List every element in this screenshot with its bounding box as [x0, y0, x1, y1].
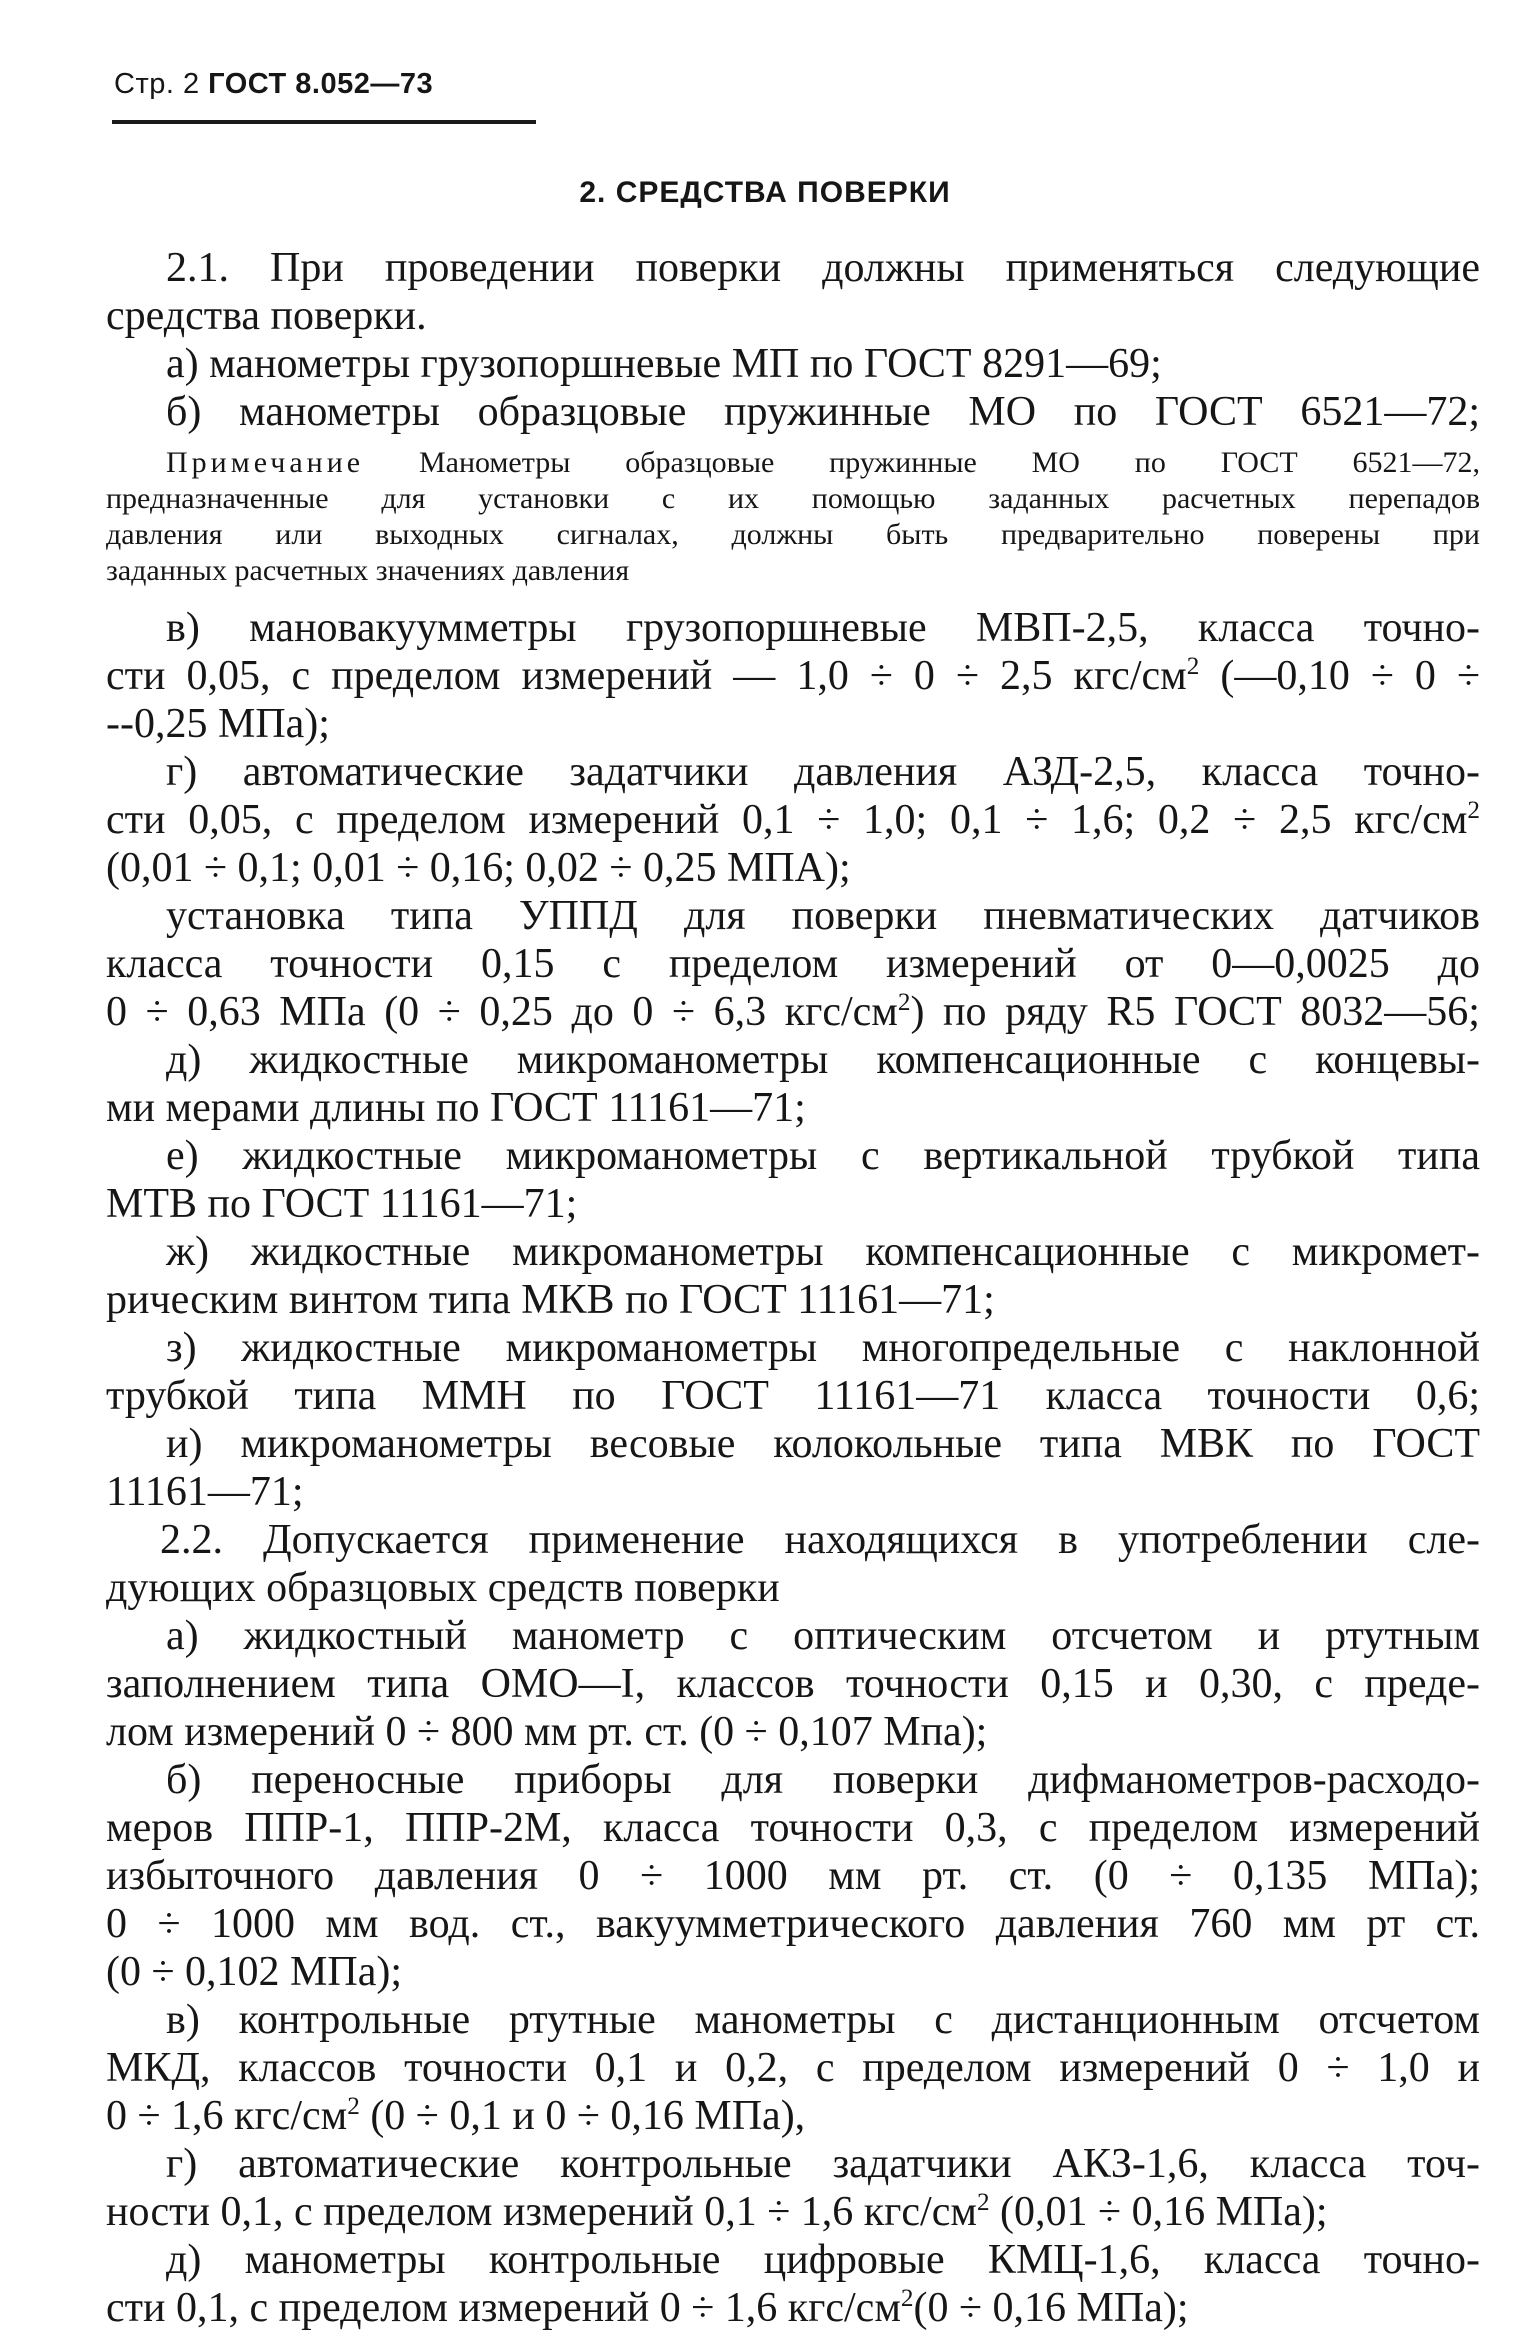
standard-number: ГОСТ 8.052—73 [208, 68, 434, 100]
paragraph-line: лом измерений 0 ÷ 800 мм рт. ст. (0 ÷ 0,107 Мпа); [106, 1709, 988, 1755]
page-number: Стр. 2 [114, 68, 200, 100]
list-item: з) жидкостные микроманометры многопредельные с наклонной [166, 1325, 1480, 1371]
list-item: б) переносные приборы для поверки дифманометров-расходо- [166, 1757, 1480, 1803]
superscript: 2 [1467, 797, 1480, 824]
paragraph-line: 11161—71; [106, 1469, 304, 1515]
note-label: Примечание [166, 446, 365, 479]
paragraph-line: рическим винтом типа МКВ по ГОСТ 11161—71; [106, 1277, 995, 1323]
paragraph-line: трубкой типа ММН по ГОСТ 11161—71 класса точности 0,6; [106, 1373, 1480, 1419]
list-item: а) жидкостный манометр с оптическим отсчетом и ртутным [166, 1613, 1480, 1659]
superscript: 2 [347, 2093, 360, 2120]
superscript: 2 [900, 2285, 914, 2312]
paragraph-line: сти 0,05, с пределом измерений — 1,0 ÷ 0 ÷ 2,5 кгс/$см^2$ (—0,10 ÷ 0 ÷ [106, 653, 1481, 699]
paragraph-line: 0 ÷ 1000 мм вод. ст., вакуумметрического давления 760 мм рт ст. [106, 1901, 1480, 1947]
paragraph-line: сти 0,1, с пределом измерений 0 ÷ 1,6 кгс/$см^2(0 \div 0,16$ МПа); [106, 2285, 1189, 2331]
list-item: д) манометры контрольные цифровые КМЦ-1,6, класса точно- [166, 2237, 1480, 2283]
paragraph-line: 0 ÷ 0,63 МПа (0 ÷ 0,25 до 0 ÷ 6,3 кгс/$см^2$) по ряду R5 ГОСТ 8032—56; [106, 989, 1480, 1035]
list-item: в) мановакуумметры грузопоршневые МВП-2,5, класса точно- [166, 605, 1480, 651]
list-item: и) микроманометры весовые колокольные типа МВК по ГОСТ [166, 1421, 1480, 1467]
paragraph-line: 2.2. Допускается применение находящихся в употреблении сле- [160, 1517, 1480, 1563]
paragraph-line: МТВ по ГОСТ 11161—71; [106, 1181, 578, 1227]
list-item: г) автоматические задатчики давления АЗД-2,5, класса точно- [166, 749, 1480, 795]
paragraph-line: средства поверки. [106, 293, 427, 339]
section-title: 2. СРЕДСТВА ПОВЕРКИ [579, 176, 951, 209]
paragraph-line: меров ППР-1, ППР-2М, класса точности 0,3, с пределом измерений [106, 1805, 1480, 1851]
paragraph-line: ми мерами длины по ГОСТ 11161—71; [106, 1085, 806, 1131]
list-item: г) автоматические контрольные задатчики АКЗ-1,6, класса точ- [166, 2141, 1480, 2187]
superscript: 2 [1186, 653, 1200, 680]
paragraph-line: (0 ÷ 0,102 МПа); [106, 1949, 403, 1995]
paragraph-line: ности 0,1, с пределом измерений 0,1 ÷ 1,6 кгс/$см^2$ (0,01 ÷ 0,16 МПа); [106, 2189, 1328, 2235]
page-header [114, 68, 433, 101]
paragraph-line: МКД, классов точности 0,1 и 0,2, с пределом измерений 0 ÷ 1,0 и [106, 2045, 1480, 2091]
header-rule [112, 120, 536, 124]
note-line: заданных расчетных значениях давления [106, 554, 630, 587]
paragraph-line: дующих образцовых средств поверки [106, 1565, 780, 1611]
list-item: ж) жидкостные микроманометры компенсационные с микромет- [166, 1229, 1480, 1275]
paragraph-line: класса точности 0,15 с пределом измерений от 0—0,0025 до [106, 941, 1480, 987]
paragraph-line: установка типа УППД для поверки пневматических датчиков [166, 893, 1480, 939]
note-line: Примечание Манометры образцовые пружинные МО по ГОСТ 6521—72, [166, 446, 1481, 479]
paragraph-line: --0,25 МПа); [106, 701, 330, 747]
paragraph-line: 2.1. При проведении поверки должны применяться следующие [166, 245, 1480, 291]
superscript: 2 [897, 989, 911, 1016]
list-item: а) манометры грузопоршневые МП по ГОСТ 8291—69; [166, 341, 1162, 387]
note-line: предназначенные для установки с их помощью заданных расчетных перепадов [106, 482, 1480, 515]
paragraph-line: заполнением типа ОМО—I, классов точности 0,15 и 0,30, с преде- [106, 1661, 1480, 1707]
paragraph-line: избыточного давления 0 ÷ 1000 мм рт. ст. (0 ÷ 0,135 МПа); [106, 1853, 1480, 1899]
list-item: д) жидкостные микроманометры компенсационные с концевы- [166, 1037, 1480, 1083]
paragraph-line: (0,01 ÷ 0,1; 0,01 ÷ 0,16; 0,02 ÷ 0,25 МПА); [106, 845, 851, 891]
note-line: давления или выходных сигналах, должны быть предварительно поверены при [106, 518, 1480, 551]
list-item: в) контрольные ртутные манометры с дистанционным отсчетом [166, 1997, 1480, 2043]
list-item: е) жидкостные микроманометры с вертикальной трубкой типа [166, 1133, 1480, 1179]
superscript: 2 [976, 2189, 990, 2216]
list-item: б) манометры образцовые пружинные МО по ГОСТ 6521—72; [166, 389, 1480, 435]
paragraph-line: 0 ÷ 1,6 кгс/$см^2$ (0 ÷ 0,1 и 0 ÷ 0,16 МПа), [106, 2093, 806, 2139]
paragraph-line: сти 0,05, с пределом измерений 0,1 ÷ 1,0; 0,1 ÷ 1,6; 0,2 ÷ 2,5 кгс/$см^2$ [106, 797, 1480, 843]
